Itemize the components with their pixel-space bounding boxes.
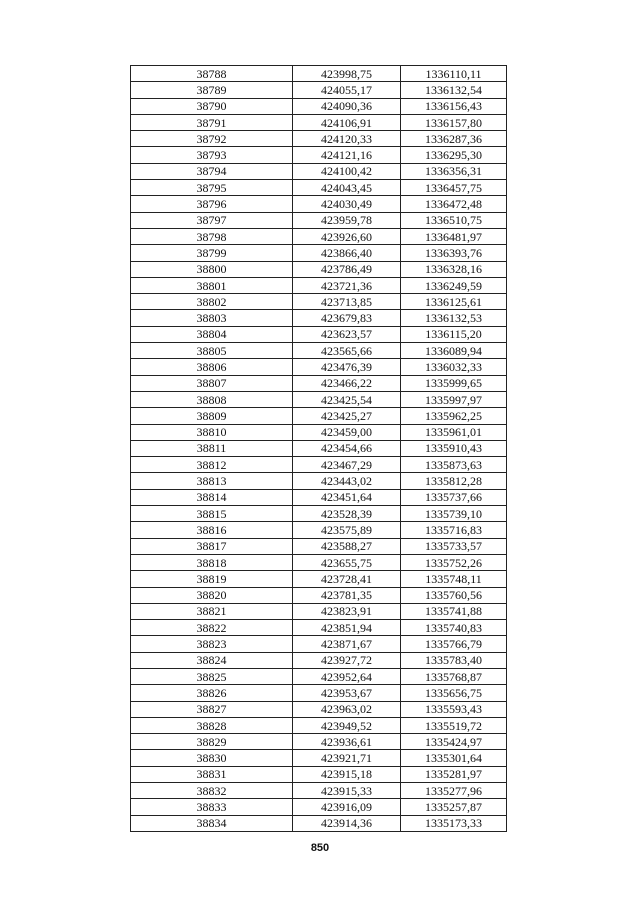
x-coordinate-cell: 423952,64	[293, 668, 401, 684]
y-coordinate-cell: 1335910,43	[401, 440, 507, 456]
x-coordinate-cell: 423425,27	[293, 408, 401, 424]
point-id-cell: 38831	[131, 766, 293, 782]
x-coordinate-cell: 423916,09	[293, 799, 401, 815]
y-coordinate-cell: 1335277,96	[401, 783, 507, 799]
table-row	[131, 163, 507, 179]
x-coordinate-cell: 423915,18	[293, 766, 401, 782]
table-row	[131, 554, 507, 570]
table-row	[131, 506, 507, 522]
y-coordinate-cell: 1336132,53	[401, 310, 507, 326]
table-row	[131, 180, 507, 196]
point-id-cell: 38801	[131, 277, 293, 293]
table-row	[131, 440, 507, 456]
table-row	[131, 620, 507, 636]
table-row	[131, 66, 507, 82]
x-coordinate-cell: 423425,54	[293, 391, 401, 407]
point-id-cell: 38795	[131, 180, 293, 196]
page-number: 850	[310, 842, 330, 854]
table-row	[131, 310, 507, 326]
point-id-cell: 38821	[131, 603, 293, 619]
x-coordinate-cell: 424030,49	[293, 196, 401, 212]
x-coordinate-cell: 423998,75	[293, 66, 401, 82]
table-row	[131, 375, 507, 391]
x-coordinate-cell: 424106,91	[293, 114, 401, 130]
x-coordinate-cell: 423871,67	[293, 636, 401, 652]
x-coordinate-cell: 423476,39	[293, 359, 401, 375]
y-coordinate-cell: 1336328,16	[401, 261, 507, 277]
y-coordinate-cell: 1336287,36	[401, 131, 507, 147]
y-coordinate-cell: 1335783,40	[401, 652, 507, 668]
y-coordinate-cell: 1335257,87	[401, 799, 507, 815]
y-coordinate-cell: 1335739,10	[401, 506, 507, 522]
y-coordinate-cell: 1335961,01	[401, 424, 507, 440]
x-coordinate-cell: 423786,49	[293, 261, 401, 277]
x-coordinate-cell: 423679,83	[293, 310, 401, 326]
y-coordinate-cell: 1335173,33	[401, 815, 507, 831]
x-coordinate-cell: 423866,40	[293, 245, 401, 261]
y-coordinate-cell: 1336115,20	[401, 326, 507, 342]
y-coordinate-cell: 1335424,97	[401, 734, 507, 750]
y-coordinate-cell: 1336295,30	[401, 147, 507, 163]
y-coordinate-cell: 1336157,80	[401, 114, 507, 130]
x-coordinate-cell: 423454,66	[293, 440, 401, 456]
table-row	[131, 701, 507, 717]
table-row	[131, 668, 507, 684]
point-id-cell: 38830	[131, 750, 293, 766]
y-coordinate-cell: 1336472,48	[401, 196, 507, 212]
table-row	[131, 147, 507, 163]
table-row	[131, 408, 507, 424]
x-coordinate-cell: 423963,02	[293, 701, 401, 717]
y-coordinate-cell: 1336510,75	[401, 212, 507, 228]
point-id-cell: 38808	[131, 391, 293, 407]
y-coordinate-cell: 1335281,97	[401, 766, 507, 782]
x-coordinate-cell: 423926,60	[293, 228, 401, 244]
table-row	[131, 571, 507, 587]
point-id-cell: 38790	[131, 98, 293, 114]
x-coordinate-cell: 423953,67	[293, 685, 401, 701]
point-id-cell: 38788	[131, 66, 293, 82]
table-row	[131, 245, 507, 261]
point-id-cell: 38828	[131, 717, 293, 733]
point-id-cell: 38820	[131, 587, 293, 603]
y-coordinate-cell: 1336457,75	[401, 180, 507, 196]
point-id-cell: 38810	[131, 424, 293, 440]
y-coordinate-cell: 1335733,57	[401, 538, 507, 554]
x-coordinate-cell: 423728,41	[293, 571, 401, 587]
table-row	[131, 326, 507, 342]
table-row	[131, 82, 507, 98]
y-coordinate-cell: 1336125,61	[401, 294, 507, 310]
point-id-cell: 38812	[131, 457, 293, 473]
x-coordinate-cell: 424120,33	[293, 131, 401, 147]
y-coordinate-cell: 1335962,25	[401, 408, 507, 424]
y-coordinate-cell: 1336393,76	[401, 245, 507, 261]
y-coordinate-cell: 1335519,72	[401, 717, 507, 733]
x-coordinate-cell: 423443,02	[293, 473, 401, 489]
point-id-cell: 38826	[131, 685, 293, 701]
point-id-cell: 38823	[131, 636, 293, 652]
point-id-cell: 38819	[131, 571, 293, 587]
table-row	[131, 717, 507, 733]
point-id-cell: 38832	[131, 783, 293, 799]
point-id-cell: 38794	[131, 163, 293, 179]
point-id-cell: 38834	[131, 815, 293, 831]
point-id-cell: 38789	[131, 82, 293, 98]
table-row	[131, 294, 507, 310]
table-row	[131, 131, 507, 147]
y-coordinate-cell: 1336110,11	[401, 66, 507, 82]
coordinates-table	[130, 65, 507, 832]
table-row	[131, 522, 507, 538]
table-row	[131, 685, 507, 701]
point-id-cell: 38804	[131, 326, 293, 342]
point-id-cell: 38825	[131, 668, 293, 684]
table-row	[131, 457, 507, 473]
table-row	[131, 603, 507, 619]
point-id-cell: 38792	[131, 131, 293, 147]
x-coordinate-cell: 423851,94	[293, 620, 401, 636]
table-row	[131, 652, 507, 668]
point-id-cell: 38791	[131, 114, 293, 130]
y-coordinate-cell: 1335768,87	[401, 668, 507, 684]
y-coordinate-cell: 1335301,64	[401, 750, 507, 766]
point-id-cell: 38813	[131, 473, 293, 489]
y-coordinate-cell: 1336132,54	[401, 82, 507, 98]
table-body	[131, 66, 507, 832]
x-coordinate-cell: 423781,35	[293, 587, 401, 603]
y-coordinate-cell: 1336481,97	[401, 228, 507, 244]
x-coordinate-cell: 423949,52	[293, 717, 401, 733]
table-row	[131, 359, 507, 375]
table-row	[131, 473, 507, 489]
y-coordinate-cell: 1335997,97	[401, 391, 507, 407]
x-coordinate-cell: 423915,33	[293, 783, 401, 799]
x-coordinate-cell: 423959,78	[293, 212, 401, 228]
point-id-cell: 38809	[131, 408, 293, 424]
point-id-cell: 38806	[131, 359, 293, 375]
x-coordinate-cell: 423623,57	[293, 326, 401, 342]
point-id-cell: 38822	[131, 620, 293, 636]
y-coordinate-cell: 1336032,33	[401, 359, 507, 375]
point-id-cell: 38807	[131, 375, 293, 391]
table-row	[131, 424, 507, 440]
point-id-cell: 38803	[131, 310, 293, 326]
x-coordinate-cell: 423466,22	[293, 375, 401, 391]
table-row	[131, 799, 507, 815]
table-row	[131, 261, 507, 277]
point-id-cell: 38798	[131, 228, 293, 244]
y-coordinate-cell: 1335812,28	[401, 473, 507, 489]
y-coordinate-cell: 1335740,83	[401, 620, 507, 636]
y-coordinate-cell: 1335656,75	[401, 685, 507, 701]
x-coordinate-cell: 424090,36	[293, 98, 401, 114]
table-row	[131, 766, 507, 782]
y-coordinate-cell: 1335873,63	[401, 457, 507, 473]
point-id-cell: 38797	[131, 212, 293, 228]
y-coordinate-cell: 1335748,11	[401, 571, 507, 587]
x-coordinate-cell: 423713,85	[293, 294, 401, 310]
y-coordinate-cell: 1335766,79	[401, 636, 507, 652]
point-id-cell: 38817	[131, 538, 293, 554]
point-id-cell: 38799	[131, 245, 293, 261]
table-row	[131, 212, 507, 228]
point-id-cell: 38827	[131, 701, 293, 717]
point-id-cell: 38833	[131, 799, 293, 815]
point-id-cell: 38814	[131, 489, 293, 505]
table-row	[131, 196, 507, 212]
x-coordinate-cell: 423655,75	[293, 554, 401, 570]
table-row	[131, 587, 507, 603]
point-id-cell: 38802	[131, 294, 293, 310]
x-coordinate-cell: 423528,39	[293, 506, 401, 522]
table-row	[131, 815, 507, 831]
x-coordinate-cell: 423921,71	[293, 750, 401, 766]
x-coordinate-cell: 423451,64	[293, 489, 401, 505]
x-coordinate-cell: 424121,16	[293, 147, 401, 163]
point-id-cell: 38811	[131, 440, 293, 456]
x-coordinate-cell: 423721,36	[293, 277, 401, 293]
point-id-cell: 38818	[131, 554, 293, 570]
table-row	[131, 538, 507, 554]
x-coordinate-cell: 423914,36	[293, 815, 401, 831]
table-row	[131, 114, 507, 130]
x-coordinate-cell: 423565,66	[293, 343, 401, 359]
point-id-cell: 38805	[131, 343, 293, 359]
point-id-cell: 38793	[131, 147, 293, 163]
x-coordinate-cell: 423575,89	[293, 522, 401, 538]
x-coordinate-cell: 424100,42	[293, 163, 401, 179]
point-id-cell: 38796	[131, 196, 293, 212]
y-coordinate-cell: 1336356,31	[401, 163, 507, 179]
table-row	[131, 343, 507, 359]
point-id-cell: 38800	[131, 261, 293, 277]
x-coordinate-cell: 424043,45	[293, 180, 401, 196]
table-row	[131, 98, 507, 114]
y-coordinate-cell: 1335716,83	[401, 522, 507, 538]
point-id-cell: 38829	[131, 734, 293, 750]
x-coordinate-cell: 423459,00	[293, 424, 401, 440]
table-row	[131, 489, 507, 505]
x-coordinate-cell: 423927,72	[293, 652, 401, 668]
x-coordinate-cell: 423936,61	[293, 734, 401, 750]
y-coordinate-cell: 1335737,66	[401, 489, 507, 505]
table-row	[131, 636, 507, 652]
point-id-cell: 38816	[131, 522, 293, 538]
y-coordinate-cell: 1335760,56	[401, 587, 507, 603]
table-row	[131, 228, 507, 244]
point-id-cell: 38824	[131, 652, 293, 668]
table-row	[131, 277, 507, 293]
table-row	[131, 734, 507, 750]
y-coordinate-cell: 1336156,43	[401, 98, 507, 114]
y-coordinate-cell: 1335593,43	[401, 701, 507, 717]
table-row	[131, 750, 507, 766]
table-row	[131, 391, 507, 407]
y-coordinate-cell: 1336249,59	[401, 277, 507, 293]
table-row	[131, 783, 507, 799]
y-coordinate-cell: 1335741,88	[401, 603, 507, 619]
y-coordinate-cell: 1336089,94	[401, 343, 507, 359]
point-id-cell: 38815	[131, 506, 293, 522]
x-coordinate-cell: 423588,27	[293, 538, 401, 554]
x-coordinate-cell: 423823,91	[293, 603, 401, 619]
x-coordinate-cell: 423467,29	[293, 457, 401, 473]
y-coordinate-cell: 1335999,65	[401, 375, 507, 391]
y-coordinate-cell: 1335752,26	[401, 554, 507, 570]
x-coordinate-cell: 424055,17	[293, 82, 401, 98]
